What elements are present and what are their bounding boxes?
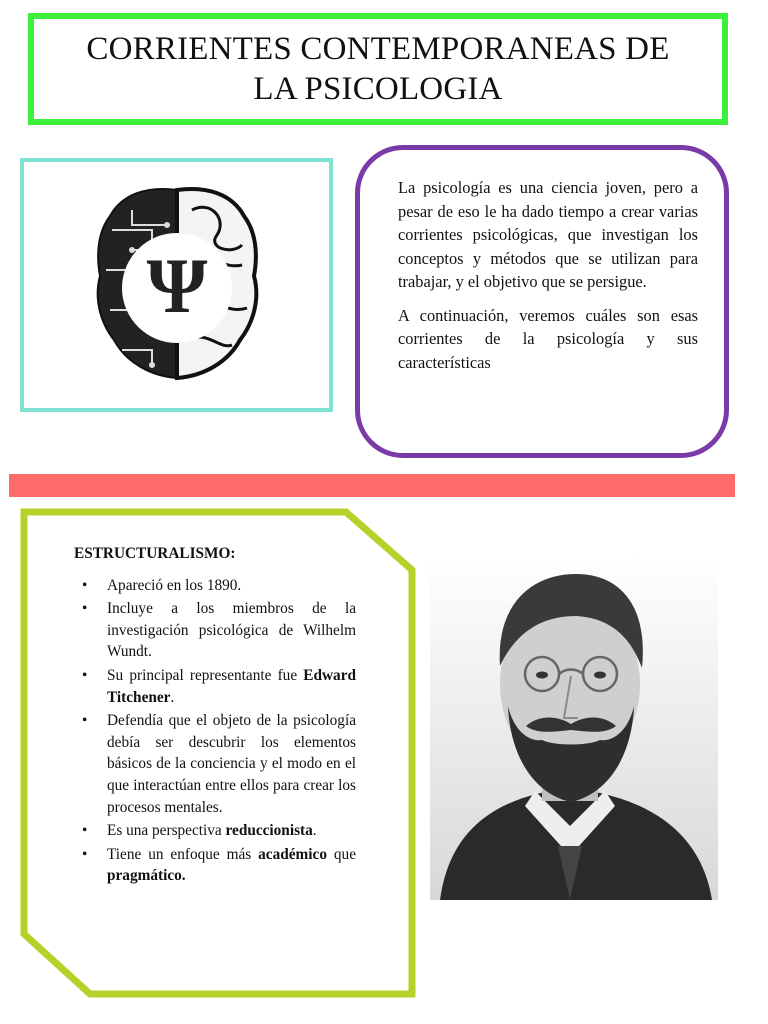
item-text: Su principal representante fue — [107, 666, 304, 684]
intro-paragraph-2: A continuación, veremos cuáles son esas corrientes de la psicología y sus características — [398, 305, 698, 372]
item-text: Es una perspectiva — [107, 822, 226, 840]
item-text: . — [312, 822, 317, 840]
list-item — [74, 820, 356, 842]
psi-brain-logo-icon — [92, 180, 262, 390]
item-text: Apareció en los 1890. — [107, 576, 242, 594]
page-title — [86, 29, 669, 109]
item-text: Incluye a los miembros de la investigación psicológica de Wilhelm Wundt. — [107, 600, 356, 661]
item-bold-text: reduccionista — [225, 822, 313, 840]
title-box — [28, 13, 728, 125]
logo-box — [20, 158, 333, 412]
item-text: que — [326, 845, 356, 863]
intro-box — [355, 145, 729, 458]
structuralism-list — [74, 575, 356, 887]
portrait-photo-icon — [430, 556, 718, 900]
item-text: Tiene un enfoque más — [107, 845, 259, 863]
item-bold-text: pragmático. — [107, 867, 186, 885]
title-line-1: CORRIENTES CONTEMPORANEAS DE — [86, 31, 670, 67]
list-item — [74, 575, 356, 597]
item-text: . — [170, 688, 175, 706]
psi-symbol: Ψ — [146, 242, 207, 329]
list-item — [74, 665, 356, 708]
list-item — [74, 844, 356, 887]
list-item — [74, 710, 356, 818]
item-bold-text: académico — [258, 845, 327, 863]
section-divider — [9, 474, 735, 497]
item-bold-text: Edward Titchener — [107, 666, 356, 706]
structuralism-content — [74, 543, 356, 889]
structuralism-heading: ESTRUCTURALISMO: — [74, 545, 236, 562]
title-line-2: LA PSICOLOGIA — [253, 71, 503, 107]
item-text: Defendía que el objeto de la psicología debía ser descubrir los elementos básicos de la conciencia y el modo en el que interactúan entre ellos para crear los procesos mentales. — [107, 712, 356, 816]
list-item — [74, 598, 356, 663]
intro-paragraph-1: La psicología es una ciencia joven, pero a pesar de eso le ha dado tiempo a crear varias corrientes psicológicas, que investigan los conceptos y métodos que se utilizan para trabajar, y el objetivo que se persigue. — [398, 178, 698, 291]
